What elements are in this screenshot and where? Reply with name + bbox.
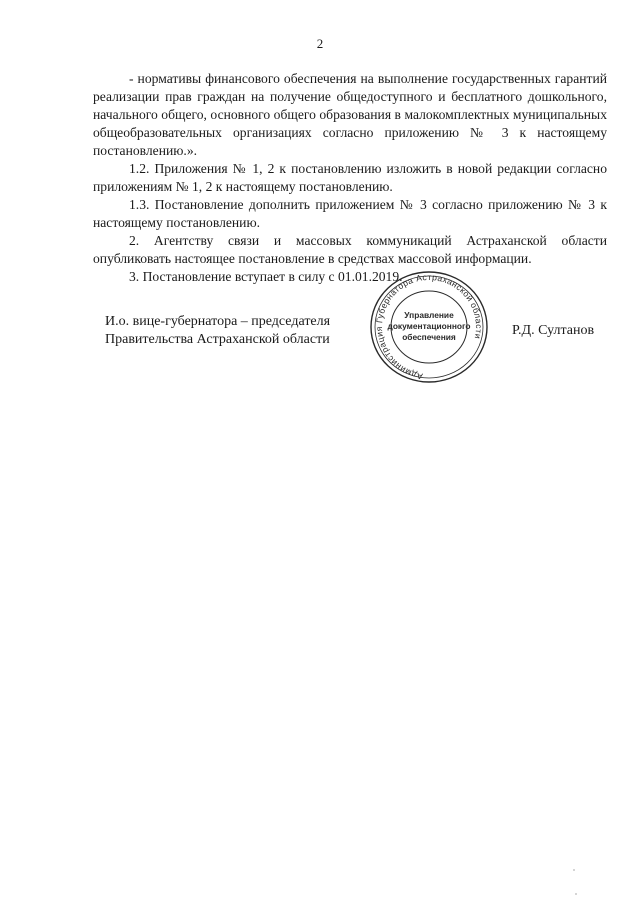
signatory-title (105, 313, 330, 349)
document-body (93, 70, 607, 286)
stamp-ring-text: Администрация Губернатора Астраханской области (373, 271, 485, 382)
stamp-center-line-1: Управление (404, 310, 454, 320)
paragraph-1-3: 1.3. Постановление дополнить приложением № 3 согласно приложению № 3 к настоящему постановлению. (93, 197, 607, 230)
scan-artifact (573, 869, 575, 871)
paragraph-standards: - нормативы финансового обеспечения на выполнение государственных гарантий реализации прав граждан на получение общедоступного и бесплатного дошкольного, начального общего, основного общего образования в малокомплектных муниципальных общеобразовательных организациях согласно приложению № 3 к настоящему постановлению.». (93, 71, 607, 158)
signatory-name: Р.Д. Султанов (512, 323, 595, 338)
paragraph-2: 2. Агентству связи и массовых коммуникаций Астраханской области опубликовать настоящее постановление в средствах массовой информации. (93, 233, 607, 266)
stamp-center-line-3: обеспечения (402, 332, 456, 342)
page-number: 2 (316, 36, 324, 51)
stamp-center-line-2: документационного (387, 321, 471, 331)
signatory-title-line-2: Правительства Астраханской области (105, 332, 330, 347)
signatory-title-line-1: И.о. вице-губернатора – председателя (105, 314, 331, 329)
official-stamp (364, 270, 494, 385)
stamp-graphic (364, 270, 494, 385)
scan-artifact (575, 893, 577, 895)
paragraph-3: 3. Постановление вступает в силу с 01.01.2019. (129, 269, 403, 284)
paragraph-1-2: 1.2. Приложения № 1, 2 к постановлению изложить в новой редакции согласно приложениям № 1, 2 к настоящему постановлению. (93, 161, 607, 194)
